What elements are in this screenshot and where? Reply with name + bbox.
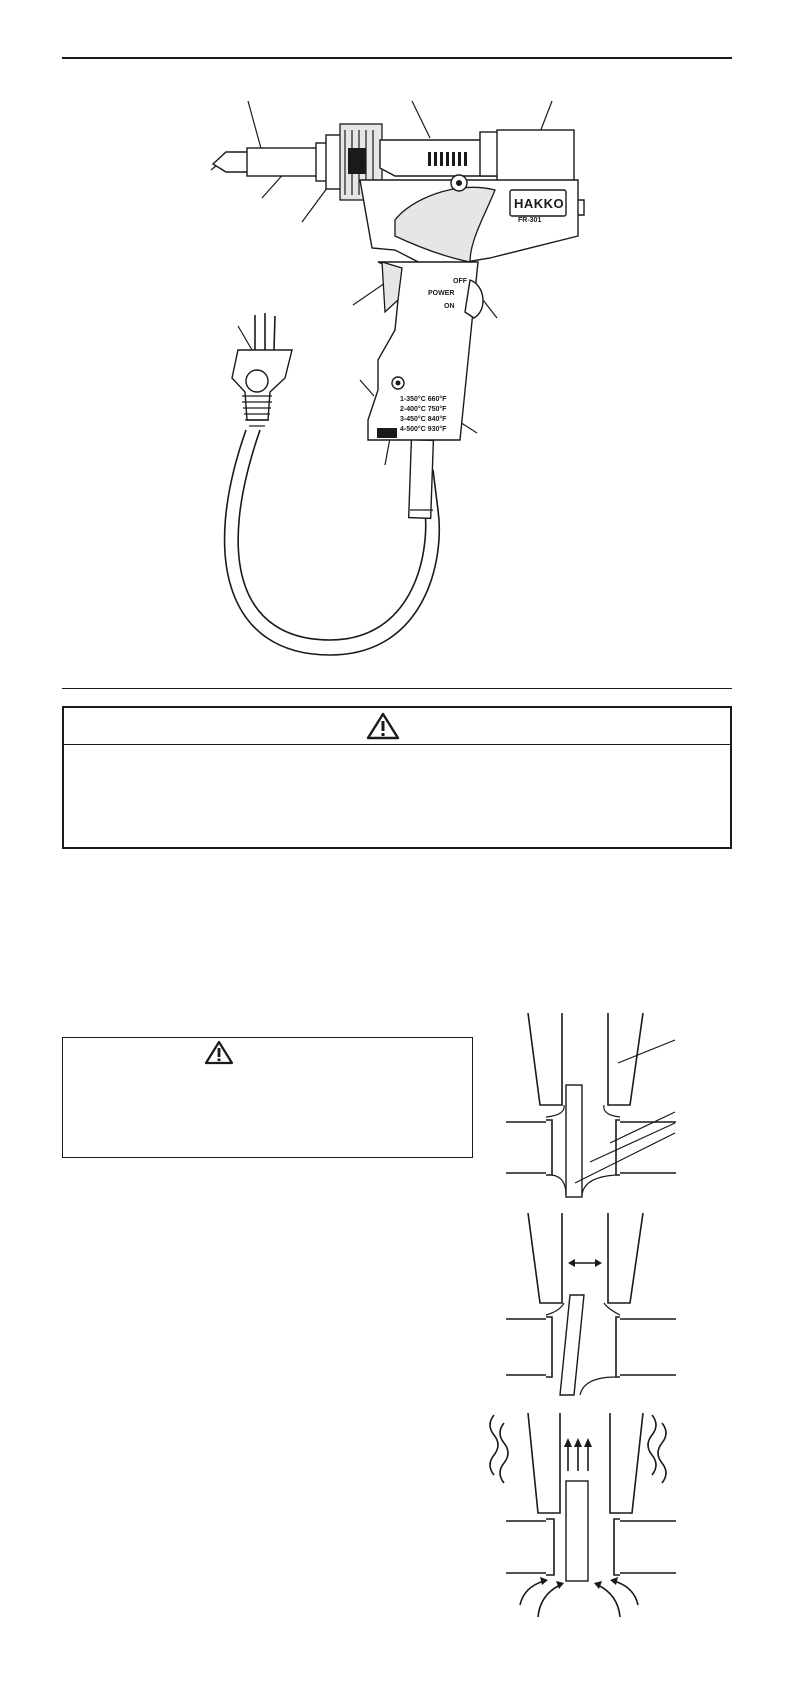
switch-power-label: POWER (428, 290, 455, 297)
brand-logo: HAKKO (514, 196, 565, 211)
warning-triangle-icon (204, 1040, 234, 1066)
warning-box-small (62, 1037, 473, 1158)
section-rule (62, 688, 732, 689)
warning-box-main (62, 706, 732, 849)
model-label: FR-301 (518, 217, 542, 224)
switch-on-label: ON (444, 303, 455, 310)
warning-triangle-icon (366, 711, 400, 741)
diagram-leader-lines (575, 1040, 675, 1183)
warning-header-small (63, 1038, 472, 1074)
temp-setting-4: 4-500°C 930°F (400, 426, 447, 433)
temp-setting-3: 3-450°C 840°F (400, 416, 447, 423)
warning-header (64, 708, 730, 745)
double-arrow-icon (568, 1259, 602, 1267)
diagram-nozzle-positioning (500, 1005, 700, 1205)
temp-setting-2: 2-400°C 750°F (400, 406, 447, 413)
switch-off-label: OFF (453, 278, 467, 285)
power-plug (232, 313, 292, 426)
desoldering-tool-illustration (0, 0, 794, 650)
diagram-lead-oscillation (500, 1205, 700, 1405)
up-arrow-icon (564, 1438, 592, 1471)
temp-setting-1: 1-350°C 660°F (400, 396, 447, 403)
diagram-vacuum-heat (480, 1405, 680, 1615)
airflow-arrow-icon (520, 1577, 638, 1617)
